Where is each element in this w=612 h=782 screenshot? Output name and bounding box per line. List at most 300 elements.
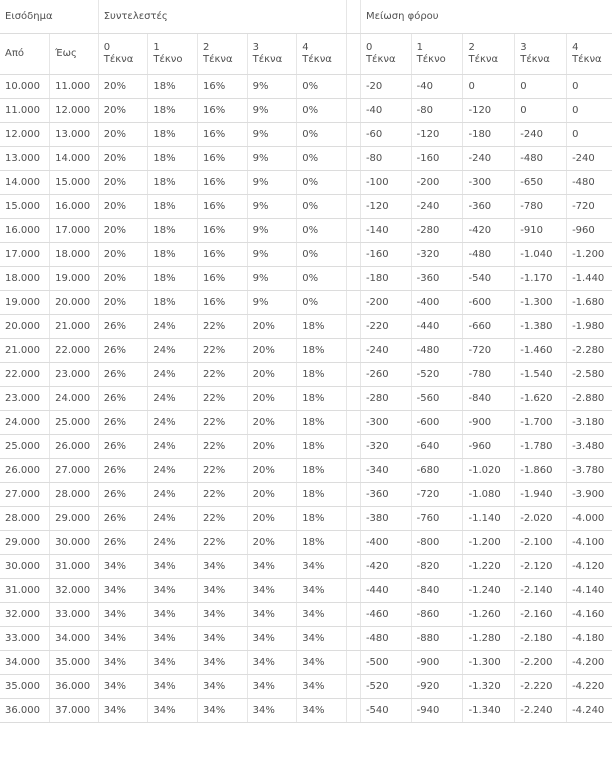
reduction-cell: -420 bbox=[360, 555, 411, 579]
reduction-cell: -1.020 bbox=[463, 459, 515, 483]
table-row bbox=[0, 171, 612, 195]
reduction-cell: -160 bbox=[360, 243, 411, 267]
rate-header-num: 4 bbox=[302, 42, 309, 53]
reduction-header-unit: Τέκνα bbox=[520, 54, 550, 65]
rate-cell: 34% bbox=[198, 555, 248, 579]
table-row bbox=[0, 411, 612, 435]
reduction-cell: -1.860 bbox=[515, 459, 567, 483]
reduction-cell: -840 bbox=[411, 579, 463, 603]
reduction-header-num: 4 bbox=[572, 42, 579, 53]
reduction-header-num: 2 bbox=[468, 42, 475, 53]
rate-cell: 34% bbox=[297, 699, 347, 723]
reduction-header-3 bbox=[515, 34, 567, 75]
table-row bbox=[0, 699, 612, 723]
income-from-cell: 24.000 bbox=[0, 411, 50, 435]
reduction-cell: -900 bbox=[411, 651, 463, 675]
spacer-cell bbox=[346, 387, 360, 411]
rate-header-unit: Τέκνα bbox=[203, 54, 233, 65]
reduction-header-unit: Τέκνα bbox=[365, 54, 396, 65]
rate-cell: 20% bbox=[247, 339, 297, 363]
rate-cell: 20% bbox=[98, 195, 148, 219]
reduction-cell: -140 bbox=[360, 219, 411, 243]
rate-cell: 20% bbox=[98, 267, 148, 291]
reduction-cell: -560 bbox=[411, 387, 463, 411]
income-to-cell: 28.000 bbox=[50, 483, 99, 507]
rate-cell: 24% bbox=[148, 387, 198, 411]
reduction-cell: -1.240 bbox=[463, 579, 515, 603]
income-from-cell: 22.000 bbox=[0, 363, 50, 387]
table-row bbox=[0, 75, 612, 99]
rate-cell: 20% bbox=[98, 171, 148, 195]
income-from-cell: 12.000 bbox=[0, 123, 50, 147]
rate-cell: 18% bbox=[297, 459, 347, 483]
reduction-cell: -420 bbox=[463, 219, 515, 243]
rate-cell: 34% bbox=[98, 603, 148, 627]
table-row bbox=[0, 243, 612, 267]
reduction-cell: -820 bbox=[411, 555, 463, 579]
reduction-cell: -520 bbox=[360, 675, 411, 699]
table-row bbox=[0, 627, 612, 651]
spacer-cell bbox=[346, 411, 360, 435]
reduction-cell: -2.220 bbox=[515, 675, 567, 699]
reduction-cell: -720 bbox=[463, 339, 515, 363]
rate-cell: 18% bbox=[148, 99, 198, 123]
rate-cell: 34% bbox=[198, 603, 248, 627]
rate-cell: 20% bbox=[247, 315, 297, 339]
table-row bbox=[0, 315, 612, 339]
reduction-cell: -3.780 bbox=[567, 459, 612, 483]
reduction-cell: -480 bbox=[360, 627, 411, 651]
reduction-cell: -100 bbox=[360, 171, 411, 195]
rate-cell: 0% bbox=[297, 123, 347, 147]
table-row bbox=[0, 651, 612, 675]
rate-cell: 34% bbox=[98, 579, 148, 603]
reduction-cell: -360 bbox=[463, 195, 515, 219]
reduction-cell: -3.900 bbox=[567, 483, 612, 507]
spacer-header bbox=[346, 34, 360, 75]
rate-cell: 20% bbox=[247, 363, 297, 387]
income-from-cell: 18.000 bbox=[0, 267, 50, 291]
reduction-header-1 bbox=[411, 34, 463, 75]
reduction-cell: -720 bbox=[567, 195, 612, 219]
spacer-cell bbox=[346, 291, 360, 315]
rate-cell: 18% bbox=[297, 363, 347, 387]
rate-cell: 0% bbox=[297, 267, 347, 291]
income-from-cell: 10.000 bbox=[0, 75, 50, 99]
rate-header-unit: Τέκνα bbox=[103, 54, 134, 65]
rate-cell: 26% bbox=[98, 483, 148, 507]
income-to-cell: 36.000 bbox=[50, 675, 99, 699]
rate-cell: 22% bbox=[198, 531, 248, 555]
reduction-cell: -880 bbox=[411, 627, 463, 651]
rate-cell: 22% bbox=[198, 339, 248, 363]
reduction-cell: -160 bbox=[411, 147, 463, 171]
rate-cell: 34% bbox=[297, 675, 347, 699]
reduction-cell: -960 bbox=[567, 219, 612, 243]
spacer-cell bbox=[346, 459, 360, 483]
reduction-cell: 0 bbox=[567, 75, 612, 99]
rate-cell: 18% bbox=[297, 411, 347, 435]
rate-cell: 34% bbox=[198, 675, 248, 699]
income-to-cell: 37.000 bbox=[50, 699, 99, 723]
table-row bbox=[0, 459, 612, 483]
rate-cell: 26% bbox=[98, 459, 148, 483]
rate-cell: 16% bbox=[198, 291, 248, 315]
reduction-header-num: 1 bbox=[416, 42, 424, 53]
rate-cell: 0% bbox=[297, 219, 347, 243]
table-row bbox=[0, 123, 612, 147]
income-from-cell: 17.000 bbox=[0, 243, 50, 267]
rate-cell: 9% bbox=[247, 243, 297, 267]
reduction-cell: -1.620 bbox=[515, 387, 567, 411]
reduction-cell: -3.180 bbox=[567, 411, 612, 435]
rate-cell: 9% bbox=[247, 219, 297, 243]
rate-cell: 26% bbox=[98, 531, 148, 555]
header-group-row bbox=[0, 0, 612, 34]
rate-cell: 20% bbox=[98, 147, 148, 171]
rate-cell: 34% bbox=[98, 675, 148, 699]
reduction-cell: -380 bbox=[360, 507, 411, 531]
income-from-cell: 28.000 bbox=[0, 507, 50, 531]
rate-cell: 0% bbox=[297, 195, 347, 219]
rate-cell: 24% bbox=[148, 483, 198, 507]
income-from-cell: 21.000 bbox=[0, 339, 50, 363]
spacer-cell bbox=[346, 243, 360, 267]
income-to-cell: 34.000 bbox=[50, 627, 99, 651]
reduction-cell: 0 bbox=[463, 75, 515, 99]
spacer-cell bbox=[346, 147, 360, 171]
table-row bbox=[0, 363, 612, 387]
reduction-cell: -240 bbox=[515, 123, 567, 147]
rate-cell: 18% bbox=[148, 219, 198, 243]
rate-cell: 20% bbox=[247, 483, 297, 507]
table-row bbox=[0, 267, 612, 291]
reduction-cell: -120 bbox=[360, 195, 411, 219]
rate-cell: 34% bbox=[148, 603, 198, 627]
reduction-cell: -1.280 bbox=[463, 627, 515, 651]
table-row bbox=[0, 147, 612, 171]
reduction-cell: -400 bbox=[360, 531, 411, 555]
rate-cell: 24% bbox=[148, 315, 198, 339]
rate-cell: 22% bbox=[198, 459, 248, 483]
reduction-cell: -240 bbox=[411, 195, 463, 219]
rate-cell: 9% bbox=[247, 147, 297, 171]
rate-cell: 34% bbox=[297, 603, 347, 627]
reduction-cell: -320 bbox=[360, 435, 411, 459]
rate-cell: 18% bbox=[297, 531, 347, 555]
spacer-cell bbox=[346, 123, 360, 147]
table-row bbox=[0, 99, 612, 123]
spacer-cell bbox=[346, 435, 360, 459]
income-from-cell: 35.000 bbox=[0, 675, 50, 699]
reduction-cell: -3.480 bbox=[567, 435, 612, 459]
reduction-cell: -4.000 bbox=[567, 507, 612, 531]
table-row bbox=[0, 291, 612, 315]
reduction-cell: -900 bbox=[463, 411, 515, 435]
rate-cell: 18% bbox=[297, 435, 347, 459]
income-from-cell: 29.000 bbox=[0, 531, 50, 555]
rate-cell: 34% bbox=[98, 651, 148, 675]
rate-cell: 34% bbox=[247, 603, 297, 627]
rate-cell: 18% bbox=[148, 75, 198, 99]
income-to-cell: 19.000 bbox=[50, 267, 99, 291]
rate-cell: 18% bbox=[297, 507, 347, 531]
table-row bbox=[0, 435, 612, 459]
income-to-cell: 18.000 bbox=[50, 243, 99, 267]
reduction-cell: -660 bbox=[463, 315, 515, 339]
income-from-cell: 13.000 bbox=[0, 147, 50, 171]
rate-cell: 34% bbox=[247, 675, 297, 699]
reduction-cell: 0 bbox=[515, 99, 567, 123]
rate-header-0 bbox=[98, 34, 148, 75]
reduction-header-2 bbox=[463, 34, 515, 75]
reduction-cell: -640 bbox=[411, 435, 463, 459]
reduction-cell: -1.200 bbox=[567, 243, 612, 267]
rate-header-num: 3 bbox=[252, 42, 260, 53]
table-row bbox=[0, 387, 612, 411]
rate-cell: 20% bbox=[247, 507, 297, 531]
rate-cell: 34% bbox=[297, 627, 347, 651]
rate-cell: 18% bbox=[148, 291, 198, 315]
reduction-cell: -4.220 bbox=[567, 675, 612, 699]
rate-header-unit: Τέκνα bbox=[302, 54, 332, 65]
income-from-cell: 11.000 bbox=[0, 99, 50, 123]
reduction-cell: -4.120 bbox=[567, 555, 612, 579]
income-from-cell: 27.000 bbox=[0, 483, 50, 507]
rate-cell: 26% bbox=[98, 507, 148, 531]
income-to-cell: 29.000 bbox=[50, 507, 99, 531]
reduction-header-unit: Τέκνα bbox=[468, 54, 499, 65]
reduction-cell: -1.540 bbox=[515, 363, 567, 387]
reduction-header-0 bbox=[360, 34, 411, 75]
rate-cell: 34% bbox=[297, 579, 347, 603]
reduction-cell: 0 bbox=[515, 75, 567, 99]
rate-cell: 18% bbox=[148, 267, 198, 291]
reduction-header-unit: Τέκνα bbox=[572, 54, 602, 65]
rate-cell: 0% bbox=[297, 75, 347, 99]
reduction-cell: -1.940 bbox=[515, 483, 567, 507]
reduction-header-num: 0 bbox=[365, 42, 373, 53]
reduction-cell: -240 bbox=[567, 147, 612, 171]
reduction-cell: -80 bbox=[411, 99, 463, 123]
reduction-cell: -4.200 bbox=[567, 651, 612, 675]
reduction-cell: -240 bbox=[360, 339, 411, 363]
rate-cell: 16% bbox=[198, 195, 248, 219]
rate-cell: 18% bbox=[148, 123, 198, 147]
spacer-cell bbox=[346, 363, 360, 387]
reduction-header-num: 3 bbox=[520, 42, 527, 53]
rate-cell: 24% bbox=[148, 339, 198, 363]
rate-cell: 34% bbox=[247, 555, 297, 579]
income-from-cell: 16.000 bbox=[0, 219, 50, 243]
income-from-cell: 32.000 bbox=[0, 603, 50, 627]
reduction-cell: -240 bbox=[463, 147, 515, 171]
reduction-cell: -540 bbox=[463, 267, 515, 291]
reduction-cell: -340 bbox=[360, 459, 411, 483]
reduction-cell: -1.040 bbox=[515, 243, 567, 267]
reduction-cell: -1.320 bbox=[463, 675, 515, 699]
income-to-cell: 24.000 bbox=[50, 387, 99, 411]
rate-cell: 24% bbox=[148, 459, 198, 483]
rate-header-num: 0 bbox=[103, 42, 111, 53]
rate-cell: 26% bbox=[98, 315, 148, 339]
rate-cell: 34% bbox=[98, 699, 148, 723]
rate-cell: 22% bbox=[198, 435, 248, 459]
income-from-cell: 25.000 bbox=[0, 435, 50, 459]
reduction-cell: -600 bbox=[463, 291, 515, 315]
rate-cell: 16% bbox=[198, 171, 248, 195]
spacer-cell bbox=[346, 555, 360, 579]
reduction-cell: -1.340 bbox=[463, 699, 515, 723]
reduction-cell: -4.160 bbox=[567, 603, 612, 627]
reduction-cell: -1.380 bbox=[515, 315, 567, 339]
reduction-cell: -220 bbox=[360, 315, 411, 339]
reduction-cell: -1.460 bbox=[515, 339, 567, 363]
rate-cell: 16% bbox=[198, 243, 248, 267]
rate-cell: 0% bbox=[297, 243, 347, 267]
rate-header-unit: Τέκνο bbox=[153, 54, 183, 65]
reduction-cell: -2.020 bbox=[515, 507, 567, 531]
reduction-cell: -910 bbox=[515, 219, 567, 243]
income-from-cell: 33.000 bbox=[0, 627, 50, 651]
reduction-cell: -650 bbox=[515, 171, 567, 195]
rate-cell: 22% bbox=[198, 387, 248, 411]
rate-cell: 22% bbox=[198, 507, 248, 531]
reduction-cell: -320 bbox=[411, 243, 463, 267]
rate-cell: 20% bbox=[98, 219, 148, 243]
rate-cell: 22% bbox=[198, 411, 248, 435]
reduction-cell: -1.200 bbox=[463, 531, 515, 555]
rate-cell: 22% bbox=[198, 363, 248, 387]
reduction-cell: -120 bbox=[463, 99, 515, 123]
spacer-cell bbox=[346, 75, 360, 99]
income-to-cell: 30.000 bbox=[50, 531, 99, 555]
table-row bbox=[0, 507, 612, 531]
rate-cell: 9% bbox=[247, 75, 297, 99]
reduction-cell: -440 bbox=[411, 315, 463, 339]
rate-cell: 16% bbox=[198, 219, 248, 243]
reduction-cell: -180 bbox=[360, 267, 411, 291]
rate-cell: 34% bbox=[148, 627, 198, 651]
income-to-cell: 12.000 bbox=[50, 99, 99, 123]
spacer-cell bbox=[346, 315, 360, 339]
reduction-cell: -40 bbox=[411, 75, 463, 99]
reduction-cell: -120 bbox=[411, 123, 463, 147]
header-column-row bbox=[0, 34, 612, 75]
reduction-cell: -760 bbox=[411, 507, 463, 531]
rate-cell: 16% bbox=[198, 75, 248, 99]
rate-cell: 20% bbox=[247, 411, 297, 435]
rate-cell: 34% bbox=[148, 579, 198, 603]
rate-cell: 18% bbox=[297, 339, 347, 363]
reduction-cell: -2.140 bbox=[515, 579, 567, 603]
rate-cell: 22% bbox=[198, 315, 248, 339]
reduction-cell: -2.120 bbox=[515, 555, 567, 579]
reduction-cell: -1.980 bbox=[567, 315, 612, 339]
reduction-cell: -2.200 bbox=[515, 651, 567, 675]
income-to-cell: 14.000 bbox=[50, 147, 99, 171]
reduction-cell: -1.780 bbox=[515, 435, 567, 459]
rate-cell: 20% bbox=[247, 459, 297, 483]
reduction-cell: -500 bbox=[360, 651, 411, 675]
reduction-cell: -4.100 bbox=[567, 531, 612, 555]
income-to-cell: 23.000 bbox=[50, 363, 99, 387]
spacer-cell bbox=[346, 483, 360, 507]
table-body bbox=[0, 75, 612, 723]
rate-cell: 16% bbox=[198, 267, 248, 291]
reduction-cell: -360 bbox=[360, 483, 411, 507]
rate-header-num: 1 bbox=[153, 42, 160, 53]
rate-cell: 34% bbox=[297, 555, 347, 579]
table-row bbox=[0, 555, 612, 579]
reduction-cell: -180 bbox=[463, 123, 515, 147]
rate-cell: 18% bbox=[148, 243, 198, 267]
reduction-cell: -2.580 bbox=[567, 363, 612, 387]
rate-cell: 20% bbox=[98, 123, 148, 147]
spacer-cell bbox=[346, 267, 360, 291]
table-row bbox=[0, 219, 612, 243]
income-to-cell: 20.000 bbox=[50, 291, 99, 315]
reduction-cell: 0 bbox=[567, 123, 612, 147]
income-to-cell: 15.000 bbox=[50, 171, 99, 195]
rate-cell: 34% bbox=[148, 555, 198, 579]
rates-group-header: Συντελεστές bbox=[98, 0, 346, 34]
rate-cell: 18% bbox=[297, 483, 347, 507]
reduction-cell: -360 bbox=[411, 267, 463, 291]
reduction-cell: -1.140 bbox=[463, 507, 515, 531]
reduction-cell: -1.170 bbox=[515, 267, 567, 291]
reduction-cell: -20 bbox=[360, 75, 411, 99]
rate-cell: 20% bbox=[247, 435, 297, 459]
rate-cell: 34% bbox=[198, 627, 248, 651]
rate-cell: 0% bbox=[297, 99, 347, 123]
reduction-header-4 bbox=[567, 34, 612, 75]
reduction-cell: -280 bbox=[360, 387, 411, 411]
reduction-cell: -960 bbox=[463, 435, 515, 459]
income-to-cell: 33.000 bbox=[50, 603, 99, 627]
rate-cell: 18% bbox=[148, 171, 198, 195]
income-to-cell: 13.000 bbox=[50, 123, 99, 147]
rate-cell: 34% bbox=[198, 699, 248, 723]
rate-cell: 34% bbox=[148, 651, 198, 675]
income-from-cell: 20.000 bbox=[0, 315, 50, 339]
rate-cell: 20% bbox=[98, 99, 148, 123]
reduction-cell: -520 bbox=[411, 363, 463, 387]
table-row bbox=[0, 675, 612, 699]
rate-cell: 26% bbox=[98, 363, 148, 387]
income-from-cell: 36.000 bbox=[0, 699, 50, 723]
spacer-cell bbox=[346, 531, 360, 555]
income-to-cell: 11.000 bbox=[50, 75, 99, 99]
reduction-cell: -60 bbox=[360, 123, 411, 147]
spacer-header bbox=[346, 0, 360, 34]
reduction-cell: -780 bbox=[463, 363, 515, 387]
income-to-cell: 32.000 bbox=[50, 579, 99, 603]
reduction-cell: -600 bbox=[411, 411, 463, 435]
income-from-cell: 30.000 bbox=[0, 555, 50, 579]
table-row bbox=[0, 531, 612, 555]
rate-cell: 22% bbox=[198, 483, 248, 507]
rate-cell: 18% bbox=[148, 147, 198, 171]
reduction-cell: -2.160 bbox=[515, 603, 567, 627]
table-row bbox=[0, 339, 612, 363]
spacer-cell bbox=[346, 627, 360, 651]
reduction-cell: -940 bbox=[411, 699, 463, 723]
income-to-cell: 21.000 bbox=[50, 315, 99, 339]
income-from-cell: 26.000 bbox=[0, 459, 50, 483]
reduction-cell: -200 bbox=[360, 291, 411, 315]
rate-header-unit: Τέκνα bbox=[252, 54, 283, 65]
